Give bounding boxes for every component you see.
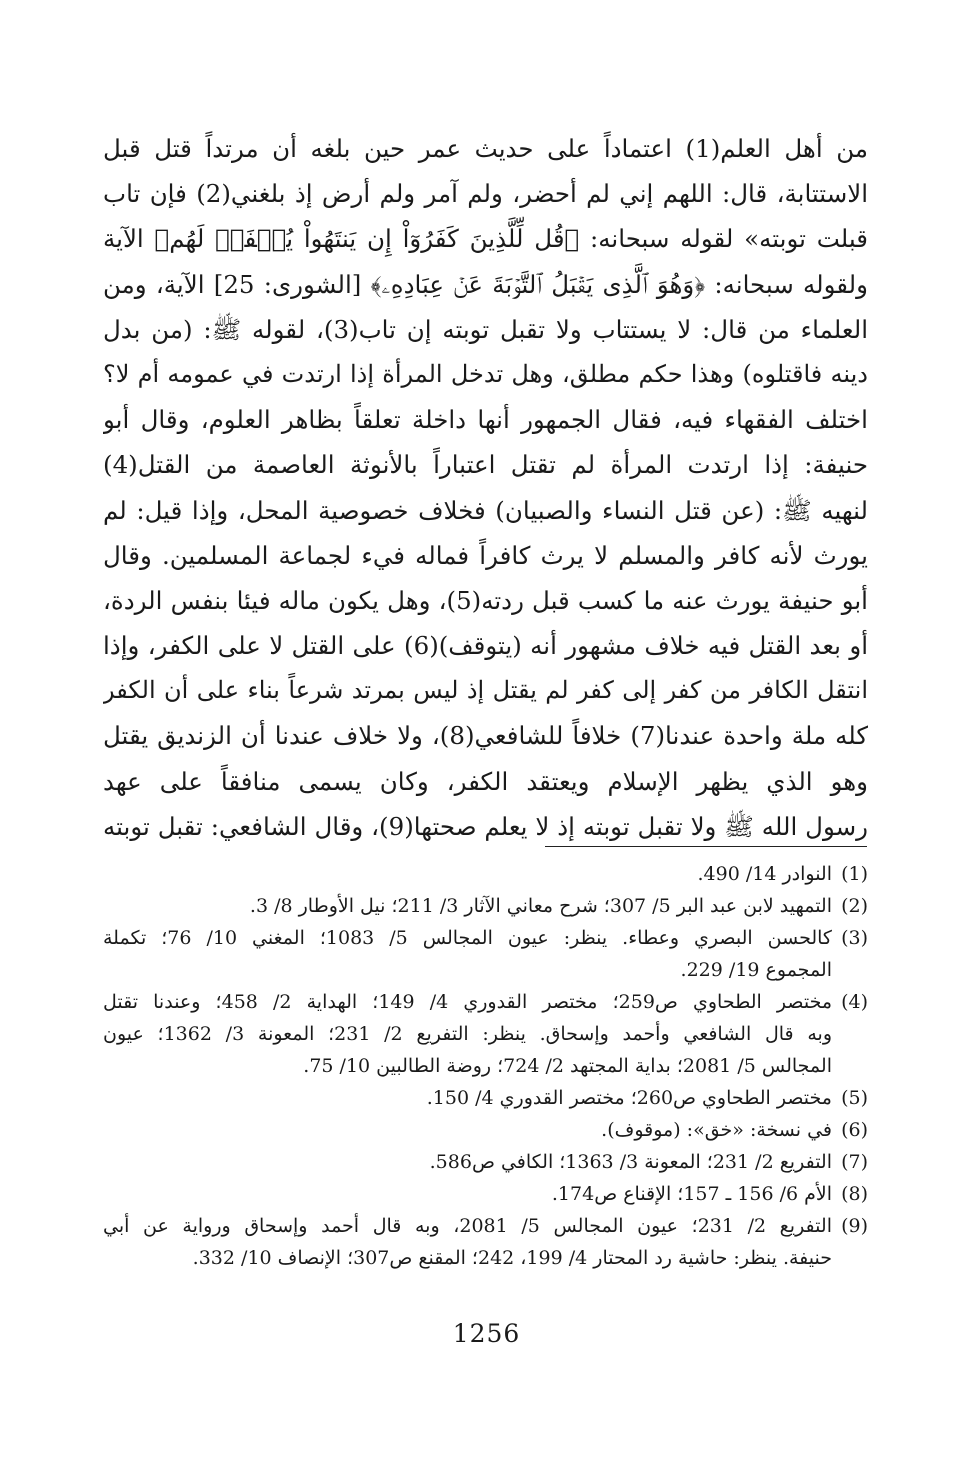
main-text-line: من أهل العلم(1) اعتماداً على حديث عمر حين بلغه أن مرتداً قتل قبل: [103, 134, 868, 163]
footnote-text: مختصر الطحاوي ص259؛ مختصر القدوري 4/ 149؛ الهداية 2/ 458؛ وعندنا تقتل: [103, 991, 832, 1013]
footnote-number: (1): [841, 863, 868, 885]
footnote-number: (5): [841, 1087, 868, 1109]
main-text-line: دينه فاقتلوه) وهذا حكم مطلق، وهل تدخل المرأة إذا ارتدت في عمومه أم لا؟: [103, 359, 868, 388]
main-text-line: انتقل الكافر من كفر إلى كفر لم يقتل إذ ليس بمرتد شرعاً بناء على أن الكفر: [103, 676, 868, 705]
main-text-line: حنيفة: إذا ارتدت المرأة لم تقتل اعتباراً بالأنوثة العاصمة من القتل(4): [103, 450, 868, 480]
footnote-number: (6): [841, 1119, 868, 1141]
footnote-text: مختصر الطحاوي ص260؛ مختصر القدوري 4/ 150.: [426, 1087, 832, 1109]
footnote-text: وبه قال الشافعي وأحمد وإسحاق. ينظر: التفريع 2/ 231؛ المعونة 3/ 1362؛ عيون: [103, 1023, 832, 1045]
footnote-number: (9): [841, 1215, 868, 1237]
main-text-line: وهو الذي يظهر الإسلام ويعتقد الكفر، وكان يسمى منافقاً على عهد: [103, 766, 868, 796]
footnote-text: النوادر 14/ 490.: [697, 863, 832, 885]
main-text-line: قبلت توبته» لقوله سبحانه: ﴿قُل لِّلَّذِينَ كَفَرُوٓاْ إِن يَنتَهُواْ يُغۡفَرۡ لَهُم﴾ الآية: [103, 224, 868, 254]
main-text-line: اختلف الفقهاء فيه، فقال الجمهور أنها داخلة تعلقاً بظاهر العلوم، وقال أبو: [103, 405, 868, 435]
main-text-line: كله ملة واحدة عندنا(7) خلافاً للشافعي(8)، ولا خلاف عندنا أن الزنديق يقتل: [103, 721, 868, 751]
footnote: [103, 1210, 868, 1274]
footnote: [103, 858, 868, 890]
footnote-text: حنيفة. ينظر: حاشية رد المحتار 4/ 199، 242؛ المقنع ص307؛ الإنصاف 10/ 332.: [192, 1247, 832, 1269]
footnotes: [103, 858, 868, 1274]
footnote-number: (7): [841, 1151, 868, 1173]
footnote-text: الأم 6/ 156 ـ 157؛ الإقناع ص174.: [551, 1183, 832, 1205]
footnote: [103, 922, 868, 986]
main-text-line: أبو حنيفة يورث عنه ما كسب قبل ردته(5)، وهل يكون ماله فيئا بنفس الردة،: [103, 585, 868, 615]
footnote-number: (4): [841, 991, 868, 1013]
main-text-line: رسول الله ﷺ ولا تقبل توبته إذ لا يعلم صحتها(9)، وقال الشافعي: تقبل توبته: [103, 811, 868, 841]
footnote: [103, 1082, 868, 1114]
main-text-line: لنهيه ﷺ: (عن قتل النساء والصبيان) فخلاف خصوصية المحل، وإذا قيل: لم: [103, 495, 868, 525]
footnote-text: التفريع 2/ 231؛ عيون المجالس 5/ 2081، وبه قال أحمد وإسحاق ورواية عن أبي: [103, 1215, 832, 1237]
main-text: [103, 126, 868, 849]
footnote: [103, 890, 868, 922]
footnote-number: (2): [841, 895, 868, 917]
footnote-text: المجموع 19/ 229.: [680, 959, 832, 981]
footnote-text: التفريع 2/ 231؛ المعونة 3/ 1363؛ الكافي ص586.: [429, 1151, 832, 1173]
footnote: [103, 986, 868, 1082]
main-text-line: العلماء من قال: لا يستتاب ولا تقبل توبته إن تاب(3)، لقوله ﷺ: (من بدل: [103, 314, 868, 344]
footnote: [103, 1146, 868, 1178]
footnote-number: (3): [841, 927, 868, 949]
main-text-line: يورث لأنه كافر والمسلم لا يرث كافراً فماله فيء لجماعة المسلمين. وقال: [103, 540, 868, 570]
footnote-text: المجالس 5/ 2081؛ بداية المجتهد 2/ 724؛ روضة الطالبين 10/ 75.: [303, 1055, 832, 1077]
footnote-separator: [545, 846, 867, 847]
main-text-line: ولقوله سبحانه: ﴿وَهُوَ ٱلَّذِى يَقۡبَلُ ٱلتَّوۡبَةَ عَنۡ عِبَادِهِۦ﴾ [الشورى: 25] الآية، ومن: [103, 269, 868, 299]
page-number: 1256: [452, 1319, 521, 1348]
footnote-text: التمهيد لابن عبد البر 5/ 307؛ شرح معاني الآثار 3/ 211؛ نيل الأوطار 8/ 3.: [249, 895, 832, 917]
footnote: [103, 1178, 868, 1210]
footnote-text: كالحسن البصري وعطاء. ينظر: عيون المجالس 5/ 1083؛ المغني 10/ 76؛ تكملة: [103, 927, 832, 949]
footnote-number: (8): [841, 1183, 868, 1205]
main-text-line: الاستتابة، قال: اللهم إني لم أحضر، ولم آمر ولم أرض إذ بلغني(2) فإن تاب: [103, 179, 868, 209]
footnote-text: في نسخة: «خق»: (موقوف).: [601, 1119, 832, 1141]
main-text-line: أو بعد القتل فيه خلاف مشهور أنه (يتوقف)(6) على القتل لا على الكفر، وإذا: [103, 631, 868, 661]
footnote: [103, 1114, 868, 1146]
